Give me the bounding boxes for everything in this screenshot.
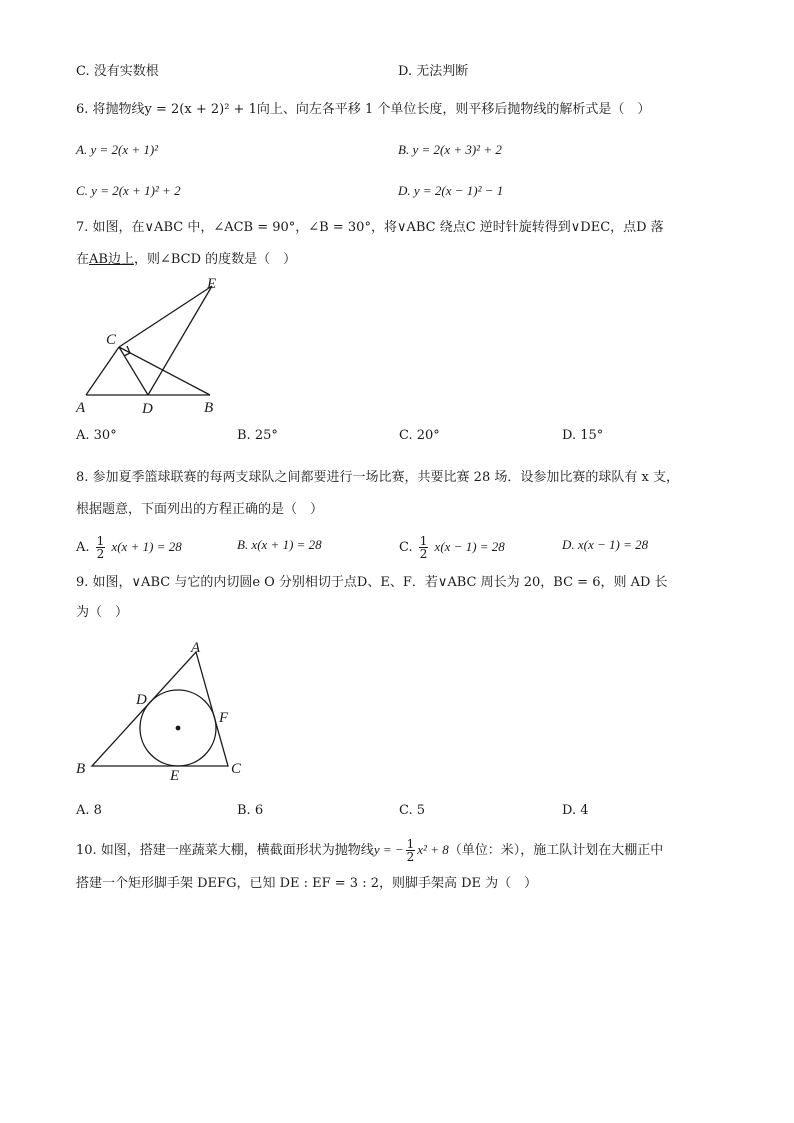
q10-eq-post: x² + 8 [417,842,449,857]
q8-option-c-fraction [419,535,429,560]
q6-option-d: D. y = 2(x − 1)² − 1 [398,183,504,198]
q6-options-row-2 [0,181,794,201]
q8-a-frac-den: 2 [96,547,105,561]
q8-option-a-fraction [96,535,106,560]
q9-options-row [0,801,794,821]
q8-option-d: D. x(x − 1) = 28 [562,537,649,552]
q9-stem-line-2: 为（ ） [76,605,129,620]
q8-option-a-tail: x(x + 1) = 28 [111,539,182,554]
q9-option-a: A. 8 [76,803,102,818]
q8-option-a-prefix: A. [76,540,90,555]
q7-option-a: A. 30° [76,428,117,443]
q9-option-c: C. 5 [399,803,426,818]
q10-stem-line-2: 搭建一个矩形脚手架 DEFG，已知 DE : EF = 3 : 2，则脚手架高 DE 为（ ） [76,876,538,891]
q8-stem-line-2: 根据题意，下面列出的方程正确的是（ ） [76,502,324,517]
q7-label-d: D [142,401,153,417]
q7-stem-underlined: AB边上 [89,252,134,267]
q9-label-b: B [76,761,86,777]
q7-segment-ce [119,286,212,347]
q7-segment-ac [86,347,119,395]
q10-stem-line-1 [76,838,663,863]
q7-options-row [0,426,794,446]
q7-label-c: C [106,332,117,348]
q7-option-d: D. 15° [562,428,604,443]
q10-frac-den: 2 [406,850,415,864]
q7-stem-pre: 在 [76,252,90,267]
q9-label-c: C [231,761,242,777]
q9-option-d: D. 4 [562,803,589,818]
q10-eq-pre: y = − [373,842,404,857]
q9-triangle-abc [92,652,228,766]
q5-option-c: C. 没有实数根 [76,64,159,79]
q7-triangle-figure [70,272,240,420]
q9-label-d: D [136,692,147,708]
q7-stem-line-2 [76,250,296,270]
q10-eq-fraction [406,838,416,863]
q8-c-frac-num: 1 [419,534,428,548]
q8-option-c-tail: x(x − 1) = 28 [434,539,505,554]
q9-center-dot [176,726,181,731]
q6-options-row-1 [0,140,794,160]
q10-stem-pre: 10. 如图，搭建一座蔬菜大棚，横截面形状为抛物线 [76,843,374,858]
q6-option-a: A. y = 2(x + 1)² [76,142,159,157]
q8-a-frac-num: 1 [96,534,105,548]
q9-incircle-figure [70,632,260,784]
q5-options-row [0,62,794,82]
q9-label-f: F [219,710,229,726]
q7-stem-line-1: 7. 如图，在∨ABC 中，∠ACB = 90°，∠B = 30°，将∨ABC 绕点C 逆时针旋转得到∨DEC，点D 落 [76,220,664,235]
q7-segment-cb [119,347,210,395]
q9-label-e: E [170,768,180,784]
q7-stem-post: ，则∠BCD 的度数是（ ） [133,252,297,267]
q8-option-b: B. x(x + 1) = 28 [237,537,322,552]
q8-options-row [0,534,794,561]
q8-option-c-prefix: C. [399,540,413,555]
q7-label-b: B [204,400,214,416]
q6-stem: 6. 将抛物线y = 2(x + 2)² + 1向上、向左各平移 1 个单位长度，则平移后抛物线的解析式是（ ） [76,102,651,117]
q6-option-b: B. y = 2(x + 3)² + 2 [398,142,502,157]
q5-option-d: D. 无法判断 [398,64,469,79]
q8-option-a [76,535,182,560]
q9-label-a: A [191,640,201,656]
q7-option-c: C. 20° [399,428,440,443]
q10-stem-post: （单位：米），施工队计划在大棚正中 [448,843,664,858]
q9-stem-line-1: 9. 如图，∨ABC 与它的内切圆e O 分别相切于点D、E、F．若∨ABC 周长为 20，BC = 6，则 AD 长 [76,575,668,590]
q10-frac-num: 1 [406,837,415,851]
q7-label-e: E [207,276,217,292]
q8-c-frac-den: 2 [419,547,428,561]
q7-label-a: A [76,400,86,416]
q8-stem-line-1: 8. 参加夏季篮球联赛的每两支球队之间都要进行一场比赛，共要比赛 28 场．设参加比赛的球队有 x 支， [76,470,679,485]
q7-option-b: B. 25° [237,428,278,443]
q8-option-c [399,535,505,560]
q9-option-b: B. 6 [237,803,264,818]
q6-option-c: C. y = 2(x + 1)² + 2 [76,183,181,198]
